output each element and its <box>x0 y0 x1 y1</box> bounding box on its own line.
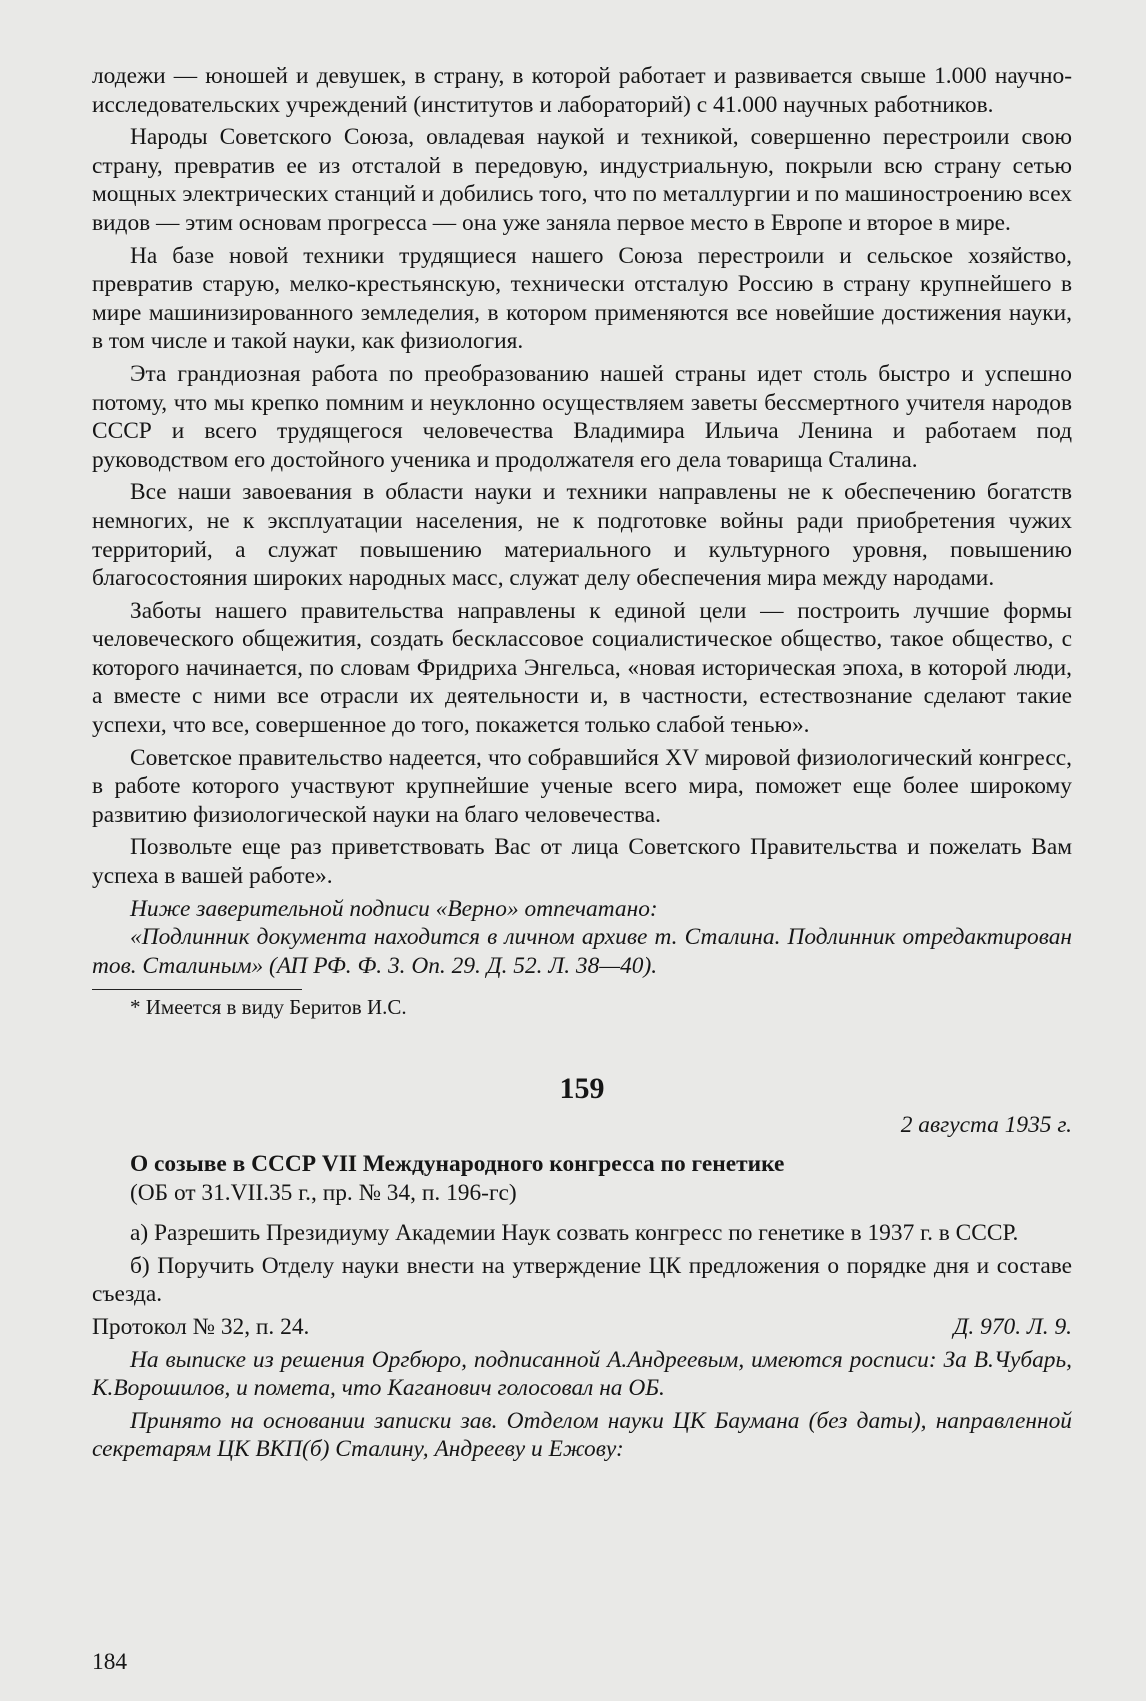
archival-note: «Подлинник документа находится в личном архиве т. Сталина. Подлинник отредактирован тов. Сталиным» (АП РФ. Ф. 3. Оп. 29. Д. 52. Л. 38—40). <box>92 924 1072 979</box>
paragraph: Заботы нашего правительства направлены к единой цели — построить лучшие формы человеческого общежития, создать бесклассовое социалистическое общество, такое общество, с которого начинается, по словам Фридриха Энгельса, «новая историческая эпоха, в которой люди, а вместе с ними все отрасли их деятельности и, в частности, естествознание сделают такие успехи, что все, совершенное до того, покажется только слабой тенью». <box>92 597 1072 739</box>
footnote: * Имеется в виду Беритов И.С. <box>130 995 407 1020</box>
paragraph: На базе новой техники трудящиеся нашего Союза перестроили и сельское хозяйство, превратив старую, мелко-крестьянскую, технически отсталую Россию в страну крупнейшего в мире машинизированного земледелия, в котором применяются все новейшие достижения науки, в том числе и такой науки, как физиология. <box>92 242 1072 355</box>
document-date: 2 августа 1935 г. <box>900 1112 1072 1139</box>
archive-reference: Д. 970. Л. 9. <box>953 1313 1072 1340</box>
page-number: 184 <box>92 1649 128 1675</box>
paragraph: Советское правительство надеется, что собравшийся XV мировой физиологический конгресс, в работе которого участвуют крупнейшие ученые всего мира, поможет еще более широкому развитию физиологической науки на благо человечества. <box>92 744 1072 828</box>
protocol-reference: Протокол № 32, п. 24. <box>92 1313 310 1340</box>
paragraph: Все наши завоевания в области науки и техники направлены не к обеспечению богатств немногих, не к эксплуатации населения, не к подготовке войны ради приобретения чужих территорий, а служат повышению материального и культурного уровня, повышению благосостояния широких народных масс, служат делу обеспечения мира между народами. <box>92 479 1072 592</box>
main-text <box>92 62 1072 1464</box>
paragraph: лодежи — юношей и девушек, в страну, в которой работает и развивается свыше 1.000 научно-исследовательских учреждений (институтов и лабораторий) с 41.000 научных работников. <box>92 63 1072 118</box>
paragraph: Позвольте еще раз приветствовать Вас от лица Советского Правительства и пожелать Вам успеха в вашей работе». <box>92 834 1072 890</box>
decision-item: б) Поручить Отделу науки внести на утверждение ЦК предложения о порядке дня и составе съезда. <box>92 1252 1072 1308</box>
paragraph: Народы Советского Союза, овладевая наукой и техникой, совершенно перестроили свою страну, превратив ее из отсталой в передовую, индустриальную, покрыли всю страну сетью мощных электрических станций и добились того, что по металлургии и по машиностроению всех видов — этим основам прогресса — она уже заняла первое место в Европе и второе в мире. <box>92 124 1072 236</box>
archival-note: Принято на основании записки зав. Отделом науки ЦК Баумана (без даты), направленной секретарям ЦК ВКП(б) Сталину, Андрееву и Ежову: <box>92 1407 1072 1463</box>
archival-note: На выписке из решения Оргбюро, подписанной А.Андреевым, имеются росписи: За В.Чубарь, К.Ворошилов, и помета, что Каганович голосовал на ОБ. <box>92 1346 1072 1402</box>
document-subtitle: (ОБ от 31.VII.35 г., пр. № 34, п. 196-гс) <box>130 1179 517 1206</box>
paragraph: Эта грандиозная работа по преобразованию нашей страны идет столь быстро и успешно потому, что мы крепко помним и неуклонно осуществляем заветы бессмертного учителя народов СССР и всего трудящегося человечества Владимира Ильича Ленина и работаем под руководством его достойного ученика и продолжателя его дела товарища Сталина. <box>92 360 1072 473</box>
document-number: 159 <box>559 1072 605 1106</box>
protocol-line <box>92 1313 1072 1342</box>
footnote-rule <box>92 989 302 990</box>
document-title: О созыве в СССР VII Международного конгресса по генетике <box>130 1151 785 1177</box>
archival-note: Ниже заверительной подписи «Верно» отпечатано: <box>130 895 658 922</box>
decision-item: а) Разрешить Президиуму Академии Наук созвать конгресс по генетике в 1937 г. в СССР. <box>130 1220 1019 1247</box>
